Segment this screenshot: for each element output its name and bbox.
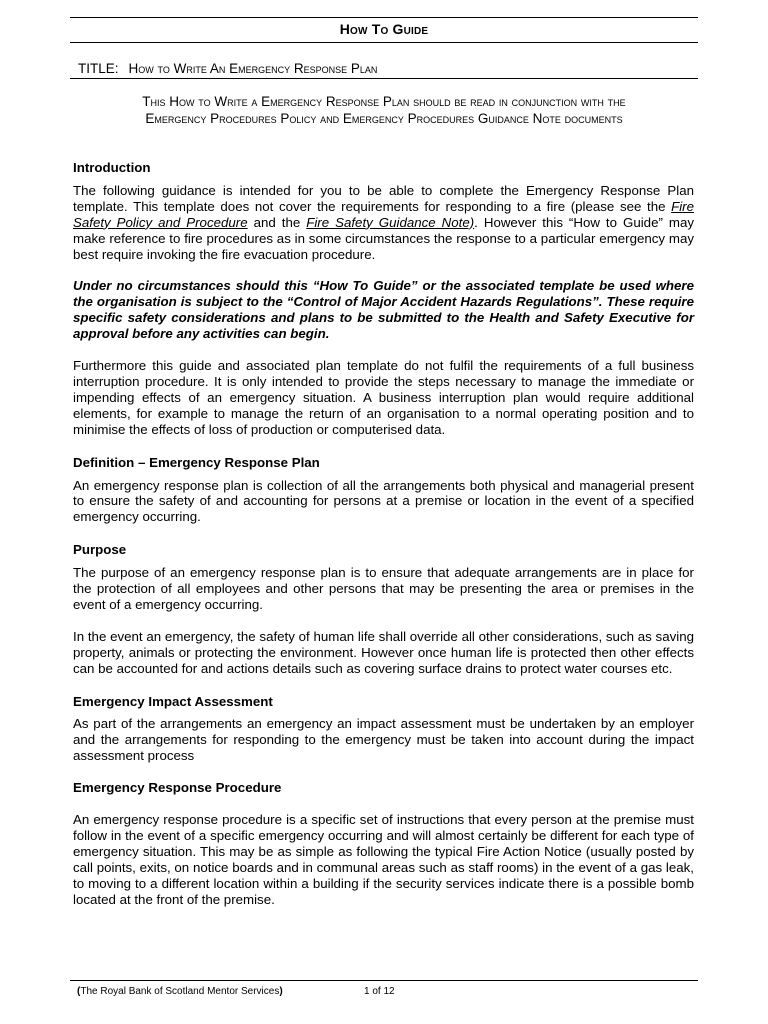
title-rule — [70, 78, 698, 79]
intro-text-b: and the — [247, 214, 307, 230]
comah-warning: Under no circumstances should this “How To Guide” or the associated template be used where the organisation is subject to the “Control of Major Accident Hazards Regulations”. These require specific safety considerations and plans to be submitted to the Health and Safety Executive for approval before any activities can begin. — [73, 278, 694, 342]
procedure-paragraph: An emergency response procedure is a specific set of instructions that every person at the premise must follow in the event of a specific emergency occurring and will almost certainly be different for each type of emergency situation. This may be as simple as following the typical Fire Action Notice (usually posted by call points, exits, on notice boards and in communal areas such as staff rooms) in the event of a gas leak, to moving to a different location within a building if the security services indicate there is a possible bomb located at the front of the premise. — [73, 812, 694, 907]
reading-note — [70, 93, 698, 127]
footer-close-paren: ) — [279, 986, 283, 997]
introduction-heading: Introduction — [73, 160, 151, 175]
purpose-paragraph-2: In the event an emergency, the safety of human life shall override all other considerations, such as saving property, animals or protecting the environment. However once human life is protected then other effects can be accounted for and actions details such as covering surface drains to protect water courses etc. — [73, 628, 694, 676]
fire-safety-policy-link[interactable]: Fire Safety Policy and Procedure — [73, 198, 694, 230]
document-title — [78, 61, 377, 76]
definition-heading: Definition – Emergency Response Plan — [73, 454, 320, 470]
footer-open-paren: ( — [77, 986, 81, 997]
introduction-paragraph-1 — [73, 183, 694, 263]
introduction-paragraph-3: Furthermore this guide and associated plan template do not fulfil the requirements of a full business interruption procedure. It is only intended to provide the steps necessary to manage the immediate or impending effects of an emergency situation. A business interruption plan would require additional elements, for example to manage the return of an organisation to a normal operating position and to minimise the effects of loss of production or computerised data. — [73, 358, 694, 437]
header-rule — [70, 42, 698, 43]
reading-note-line-2: Emergency Procedures Policy and Emergency Procedures Guidance Note documents — [145, 111, 623, 126]
page-number: 1 of 12 — [364, 986, 395, 997]
document-title-text: How to Write An Emergency Response Plan — [128, 61, 378, 76]
purpose-paragraph-1: The purpose of an emergency response plan is to ensure that adequate arrangements are in place for the protection of all employees and other persons that may be presenting the area or premises in the event of a emergency occurring. — [73, 565, 694, 612]
document-title-label: TITLE: — [78, 61, 119, 76]
definition-paragraph: An emergency response plan is collection of all the arrangements both physical and managerial present to ensure the safety of and accounting for persons at a premise or location in the event of a specified emergency occurring. — [73, 477, 694, 525]
impact-heading: Emergency Impact Assessment — [73, 693, 273, 709]
intro-text-a: The following guidance is intended for you to be able to complete the Emergency Response Plan template. This template does not cover the requirements for responding to a fire (please see the — [73, 182, 694, 214]
reading-note-line-1: This How to Write a Emergency Response Plan should be read in conjunction with the — [142, 94, 626, 109]
footer-rule — [70, 980, 698, 981]
document-body — [73, 160, 694, 924]
footer-org-name: The Royal Bank of Scotland Mentor Services — [80, 986, 280, 997]
procedure-heading: Emergency Response Procedure — [73, 780, 282, 796]
top-rule — [70, 17, 698, 18]
intro-text-c: . However this “How to Guide” may make reference to fire procedures as in some circumstances the response to a particular emergency may best require invoking the fire evacuation procedure. — [73, 214, 694, 262]
page-header-title: How To Guide — [339, 21, 429, 37]
fire-safety-guidance-link[interactable]: Fire Safety Guidance Note) — [306, 214, 475, 230]
footer-organisation — [77, 986, 283, 997]
purpose-heading: Purpose — [73, 542, 127, 558]
impact-paragraph: As part of the arrangements an emergency an impact assessment must be undertaken by an employer and the arrangements for responding to the emergency must be taken into account during the impact assessment process — [73, 716, 694, 764]
